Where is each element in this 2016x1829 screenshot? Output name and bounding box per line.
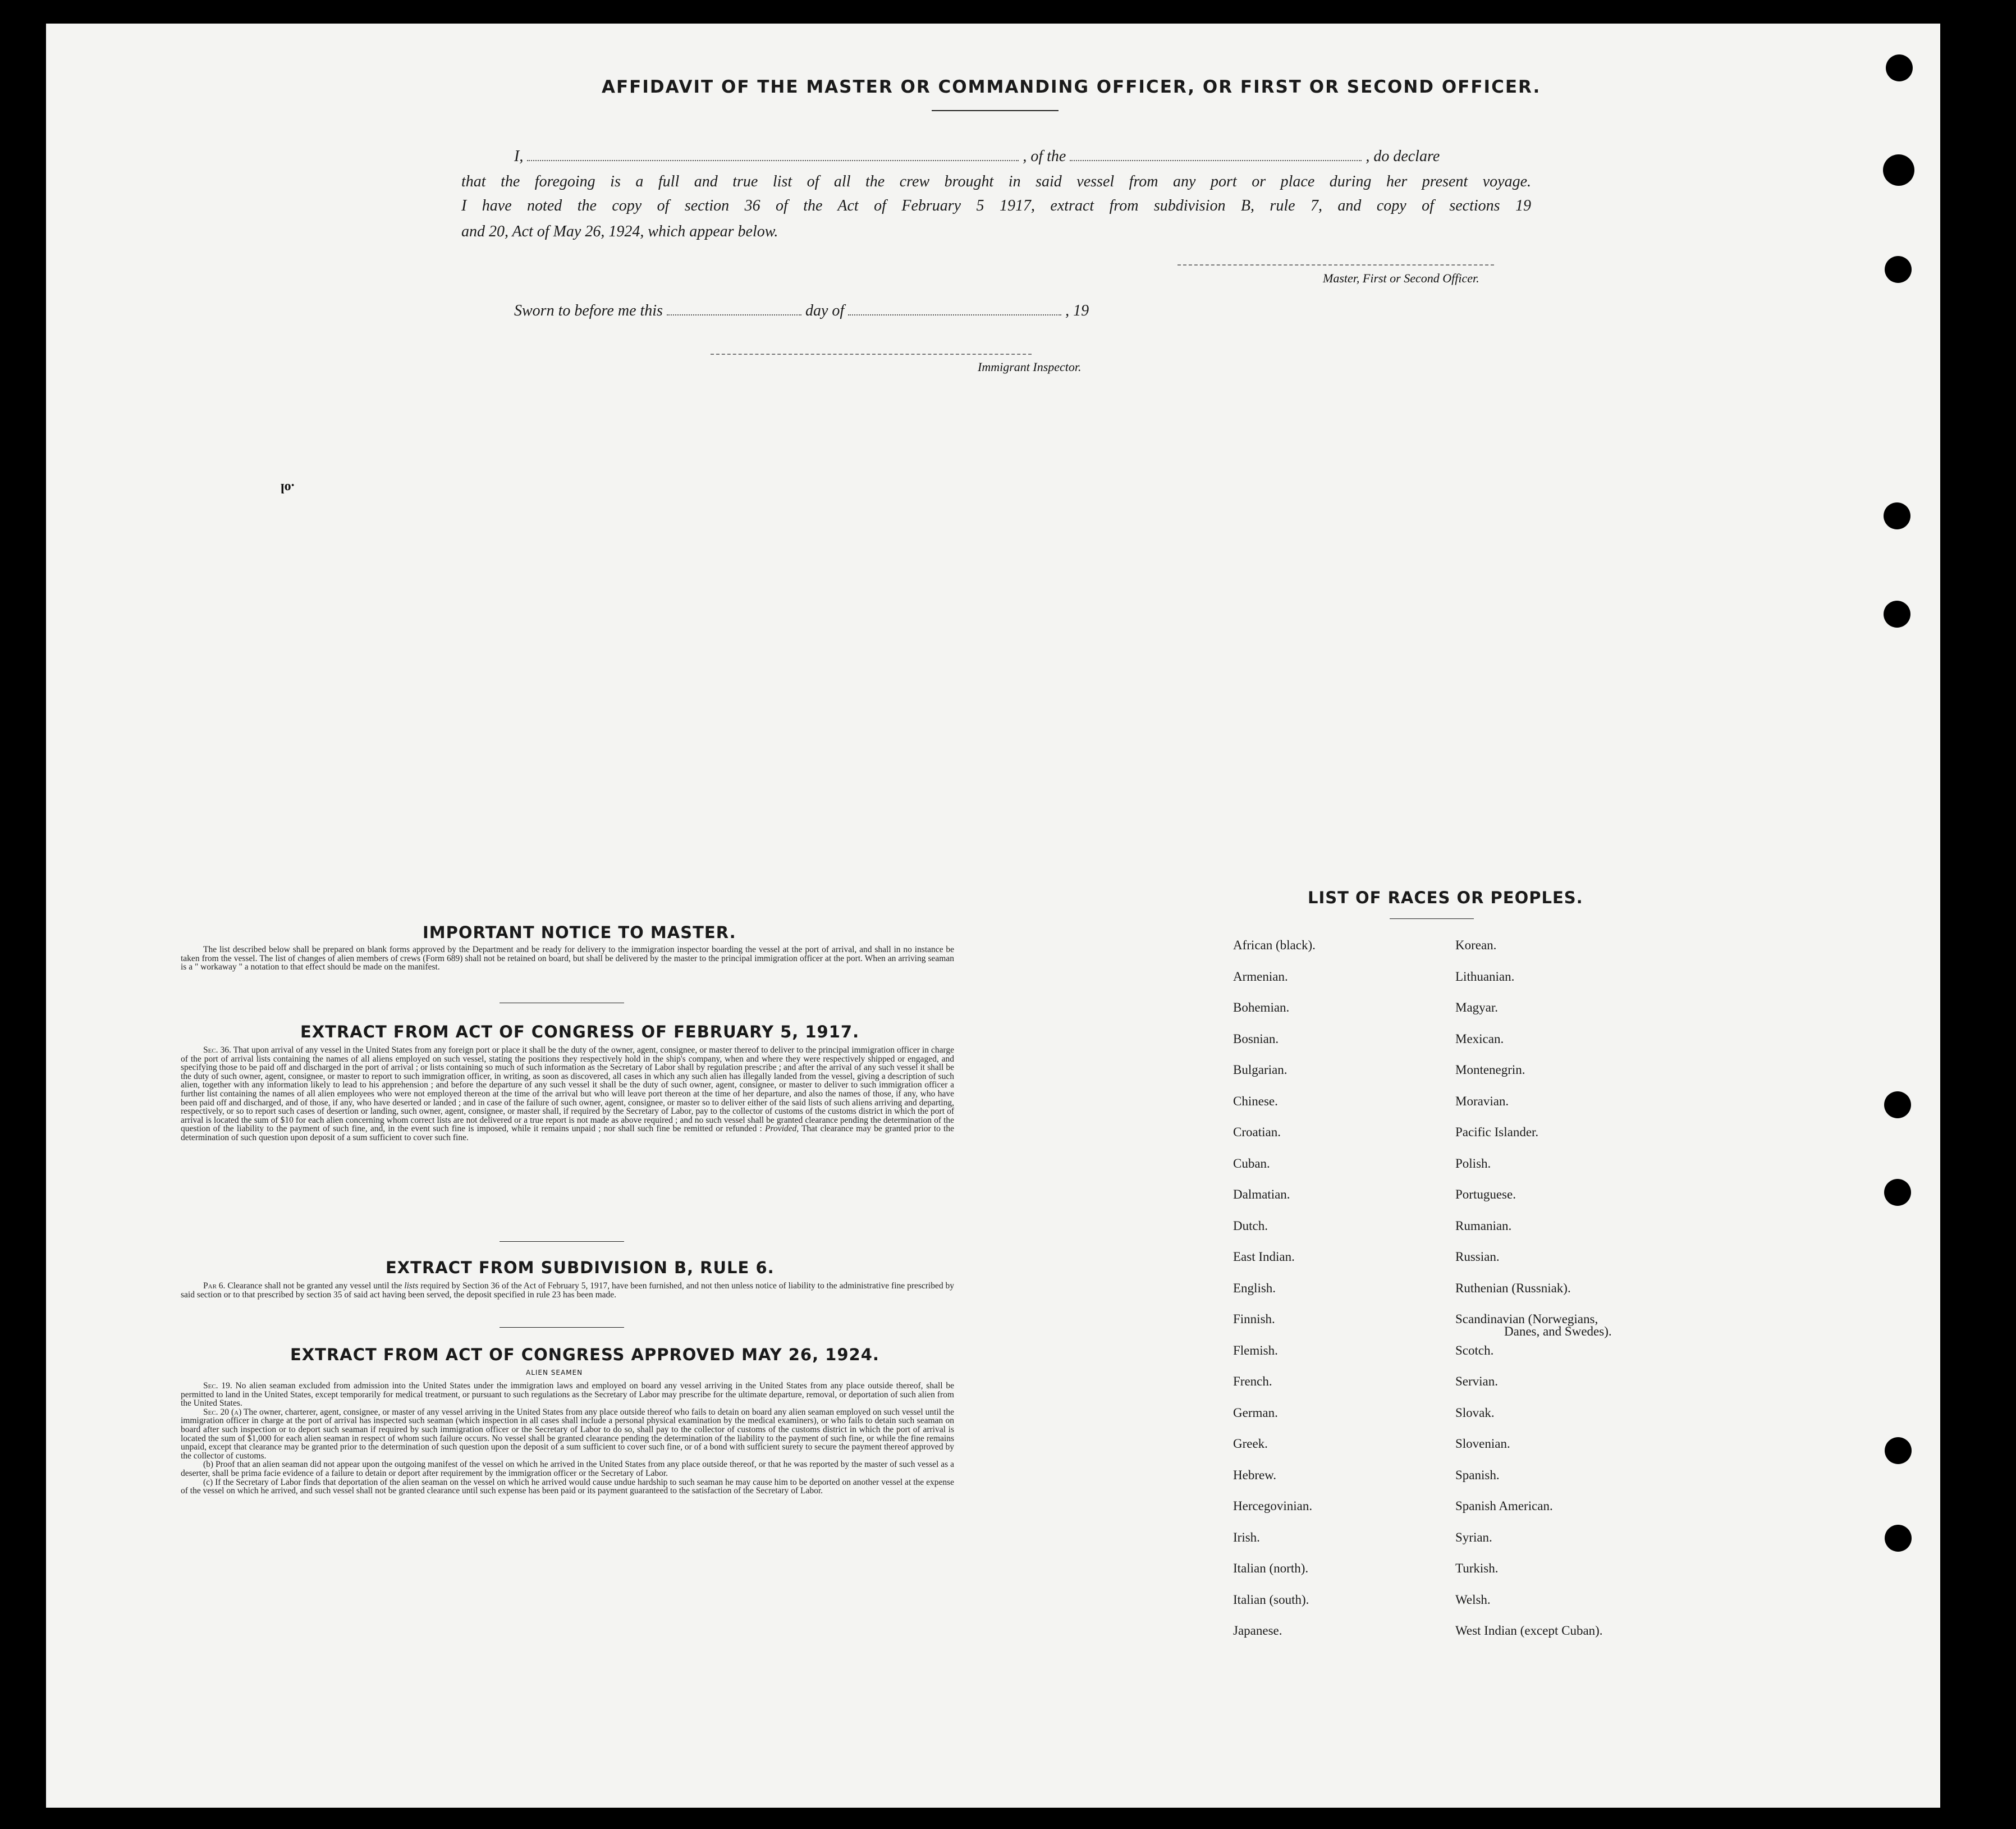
- race-item: Turkish.: [1455, 1561, 1499, 1575]
- section-label: (c): [203, 1477, 213, 1487]
- race-item: Hebrew.: [1233, 1467, 1277, 1482]
- extract-1917-body: [181, 1046, 954, 1142]
- race-item: Bulgarian.: [1233, 1063, 1288, 1077]
- races-right-column: [1455, 938, 1603, 1655]
- races-title-underline: [1390, 918, 1474, 919]
- master-caption: Master, First or Second Officer.: [1323, 271, 1479, 285]
- races-title: LIST OF RACES OR PEOPLES.: [1308, 888, 1583, 907]
- race-item: African (black).: [1233, 938, 1316, 952]
- race-item: Armenian.: [1233, 969, 1288, 984]
- inspector-signature-line[interactable]: [711, 354, 1032, 355]
- race-item: Italian (north).: [1233, 1561, 1309, 1575]
- section-body: Proof that an alien seaman did not appear upon the outgoing manifest of the vessel on which he arrived in the United States from any place outside thereof, or that he was reported by the master of such vessel as a deserter, shall be prima facie evidence of a failure to detain or deport after requirement by the immigration officer or the Secretary of Labor.: [181, 1460, 955, 1478]
- race-item: French.: [1233, 1374, 1272, 1388]
- title-underline: [932, 110, 1059, 111]
- race-item: Cuban.: [1233, 1156, 1270, 1170]
- race-item: Hercegovinian.: [1233, 1499, 1313, 1513]
- declaration-line-2: that the foregoing is a full and true list of all the crew brought in said vessel from any port or place during her present voyage.: [461, 173, 1531, 190]
- race-item: Bosnian.: [1233, 1031, 1279, 1046]
- stray-mark: .ol: [281, 481, 295, 495]
- text-sworn: Sworn to before me this: [514, 302, 663, 319]
- text-do-declare: , do declare: [1366, 148, 1440, 165]
- section-20b-text: [181, 1460, 954, 1478]
- race-item: English.: [1233, 1281, 1276, 1295]
- race-item: Moravian.: [1455, 1094, 1509, 1108]
- paragraph-label: Par 6.: [203, 1281, 226, 1291]
- race-item: German.: [1233, 1405, 1278, 1420]
- races-left-column: [1233, 938, 1316, 1655]
- race-item: Spanish.: [1455, 1467, 1500, 1482]
- day-blank[interactable]: [667, 302, 801, 315]
- race-item: Croatian.: [1233, 1125, 1281, 1139]
- text-day-of: day of: [805, 302, 845, 319]
- section-label: Sec. 19.: [203, 1381, 232, 1391]
- race-item: East Indian.: [1233, 1250, 1295, 1264]
- race-item: Lithuanian.: [1455, 969, 1515, 984]
- race-item: Syrian.: [1455, 1530, 1492, 1544]
- binder-hole: [1885, 1437, 1912, 1464]
- name-blank[interactable]: [527, 148, 1019, 161]
- race-item: Italian (south).: [1233, 1592, 1309, 1607]
- extract-1917-title: EXTRACT FROM ACT OF CONGRESS OF FEBRUARY 5, 1917.: [300, 1022, 860, 1041]
- affidavit-title: AFFIDAVIT OF THE MASTER OR COMMANDING OFFICER, OR FIRST OR SECOND OFFICER.: [602, 77, 1541, 97]
- notice-body: [181, 945, 954, 972]
- race-item: Portuguese.: [1455, 1187, 1516, 1201]
- race-item: Japanese.: [1233, 1624, 1282, 1638]
- extract-1924-body: [181, 1382, 954, 1496]
- race-item: Dalmatian.: [1233, 1187, 1290, 1201]
- proviso-label: Provided,: [765, 1124, 799, 1134]
- vessel-blank[interactable]: [1070, 148, 1362, 161]
- text-of-the: , of the: [1023, 148, 1066, 165]
- race-item: Greek.: [1233, 1437, 1268, 1451]
- sworn-line: [514, 298, 1089, 323]
- section-19-text: [181, 1382, 954, 1408]
- rule6-text-a: Clearance shall not be granted any vessel until the: [227, 1281, 402, 1291]
- race-item: Servian.: [1455, 1374, 1499, 1388]
- race-item: Magyar.: [1455, 1000, 1499, 1014]
- race-item: Rumanian.: [1455, 1218, 1512, 1233]
- text-year: , 19: [1065, 302, 1089, 319]
- divider: [500, 1241, 624, 1242]
- race-item: Chinese.: [1233, 1094, 1278, 1108]
- binder-hole: [1885, 1525, 1912, 1552]
- binder-hole: [1884, 1091, 1911, 1118]
- section-label: (b): [203, 1460, 214, 1470]
- race-item: Bohemian.: [1233, 1000, 1290, 1014]
- section-20c-text: [181, 1478, 954, 1496]
- section-body: If the Secretary of Labor finds that deportation of the alien seaman on the vessel on which he arrived would cause undue hardship to such seaman he may cause him to be deported on another vessel at the expense of the vessel on which he arrived, and such vessel shall not be granted clearance until such expense has been paid or its payment guaranteed to the satisfaction of the Secretary of Labor.: [181, 1477, 954, 1496]
- section-20a-text: [181, 1408, 954, 1461]
- section-body: No alien seaman excluded from admission into the United States under the immigration laws and employed on board any vessel arriving in the United States from any place outside thereof, shall be permitted to land in the United States, except temporarily for medical treatment, or pursuant to such regulations as the Secretary of Labor may prescribe for the ultimate departure, removal, or deportation of such alien from the United States.: [181, 1381, 954, 1409]
- section-label: Sec. 36.: [203, 1045, 231, 1055]
- race-item: Welsh.: [1455, 1592, 1491, 1607]
- section-body: That upon arrival of any vessel in the United States from any foreign port or place it shall be the duty of the owner, agent, consignee, or master thereof to deliver to the principal immigration officer in charge of the port of arrival lists containing the names of all aliens employed on such vessel, stating the positions they respectively hold in the ship's company, when and where they were respectively shipped or engaged, and specifying those to be paid off and discharged in the port of arrival ; or lists containing so much of such information as the Secretary of Labor shall by regulation prescribe ; and after the arrival of any such vessel it shall be the duty of such owner, agent, consignee, or master to report to such immigration officer, in writing, as soon as discovered, all cases in which any such alien has illegally landed from the vessel, giving a description of such alien, together with any information likely to lead to his apprehension ; and before the departure of any such vessel it shall be the duty of such owner, agent, consignee, or master to deliver to such immigration officer a further list containing the names of all alien employees who were not employed thereon at the time of the arrival but who will leave port thereon at the time of her departure, and also the names of those, if any, who have been paid off and discharged, and of those, if any, who have deserted or landed ; and in case of the failure of such owner, agent, consignee, or master so to deliver either of the said lists of such aliens arriving and departing, respectively, or so to report such cases of desertion or landing, such owner, agent, consignee, or master shall, if required by the Secretary of Labor, pay to the collector of customs of the customs district in which the port of arrival is located the sum of $10 for each alien concerning whom correct lists are not delivered or a true report is not made as above required ; and no such vessel shall be granted clearance pending the determination of the question of the liability to the payment of such fine, and, in the event such fine is imposed, while it remains unpaid ; nor shall such fine be remitted or refunded :: [181, 1045, 954, 1134]
- binder-hole: [1884, 1179, 1911, 1206]
- binder-hole: [1886, 54, 1913, 81]
- extract-rule6-title: EXTRACT FROM SUBDIVISION B, RULE 6.: [386, 1258, 775, 1277]
- race-item: Ruthenian (Russniak).: [1455, 1281, 1571, 1295]
- race-continuation: Danes, and Swedes).: [1504, 1324, 1612, 1338]
- month-blank[interactable]: [848, 302, 1061, 315]
- text-i: I,: [514, 148, 524, 165]
- notice-title: IMPORTANT NOTICE TO MASTER.: [423, 923, 736, 942]
- form-page: [46, 24, 1940, 1808]
- race-item: Russian.: [1455, 1250, 1500, 1264]
- binder-hole: [1885, 256, 1912, 283]
- extract-1924-title: EXTRACT FROM ACT OF CONGRESS APPROVED MAY 26, 1924.: [290, 1345, 879, 1364]
- divider: [500, 1327, 624, 1328]
- race-item: Dutch.: [1233, 1218, 1268, 1233]
- race-item: Slovak.: [1455, 1405, 1495, 1420]
- race-item: Scandinavian (Norwegians,: [1455, 1312, 1598, 1326]
- race-item: Montenegrin.: [1455, 1063, 1525, 1077]
- declaration-line-3: I have noted the copy of section 36 of the Act of February 5 1917, extract from subdivision B, rule 7, and copy of sections 19: [461, 197, 1531, 214]
- race-item: Finnish.: [1233, 1312, 1275, 1326]
- race-item: Mexican.: [1455, 1031, 1504, 1046]
- race-item: West Indian (except Cuban).: [1455, 1624, 1603, 1638]
- paragraph-6-text: [181, 1282, 954, 1299]
- inspector-caption: Immigrant Inspector.: [978, 360, 1082, 374]
- race-item: Slovenian.: [1455, 1437, 1510, 1451]
- master-signature-line[interactable]: [1177, 264, 1494, 266]
- section-label: Sec. 20 (a): [203, 1407, 242, 1417]
- race-item: Korean.: [1455, 938, 1497, 952]
- section-body: The owner, charterer, agent, consignee, or master of any vessel arriving in the United States from any place outside thereof who fails to detain on board any alien seaman employed on such vessel until the immigration officer in charge at the port of arrival has inspected such seaman (which inspection in all cases shall include a personal physical examination by the medical examiners), or who fails to detain such seaman on board after such inspection or to deport such seaman if required by such immigration officer or the Secretary of Labor to do so, shall pay to the collector of customs of the customs district in which the port of arrival is located the sum of $1,000 for each alien seaman in respect of whom such failure occurs. No vessel shall be granted clearance pending the determination of the liability to the payment of such fine, or while the fine remains unpaid, except that clearance may be granted prior to the determination of such question upon the deposit of a sum sufficient to cover such fine, or of a bond with sufficient surety to secure the payment thereof approved by the collector of customs.: [181, 1407, 954, 1461]
- race-item: Spanish American.: [1455, 1499, 1553, 1513]
- binder-hole: [1884, 601, 1910, 628]
- race-item: Flemish.: [1233, 1343, 1278, 1357]
- extract-rule6-body: [181, 1282, 954, 1299]
- declaration-line-1: [514, 144, 1440, 169]
- binder-hole: [1884, 502, 1910, 529]
- notice-text: The list described below shall be prepared on blank forms approved by the Department and be ready for delivery to the immigration inspector boarding the vessel at the port of arrival, and shall in no instance be taken from the vessel. The list of changes of alien members of crews (Form 689) shall not be retained on board, but shall be delivered by the master to the principal immigration officer at the port. When an arriving seaman is a " workaway " a notation to that effect should be made on the manifest.: [181, 945, 954, 972]
- race-item: Pacific Islander.: [1455, 1125, 1539, 1139]
- rule6-lists-word: lists: [404, 1281, 419, 1291]
- section-36-text: [181, 1046, 954, 1142]
- binder-hole: [1883, 154, 1914, 186]
- race-item: Polish.: [1455, 1156, 1491, 1170]
- race-item: Irish.: [1233, 1530, 1260, 1544]
- declaration-line-4: and 20, Act of May 26, 1924, which appear below.: [461, 223, 778, 240]
- alien-seamen-subtitle: ALIEN SEAMEN: [526, 1369, 583, 1377]
- proviso-text: That clearance may be granted prior to the determination of such question upon deposit of a sum sufficient to cover such fine.: [181, 1124, 954, 1142]
- rule6-text-b: required by Section 36 of the Act of February 5, 1917, have been furnished, and not then unless notice of liability to the administrative fine prescribed by said section or to that prescribed by section 35 of said act having been served, the deposit specified in rule 23 has been made.: [181, 1281, 955, 1300]
- race-item: Scotch.: [1455, 1343, 1494, 1357]
